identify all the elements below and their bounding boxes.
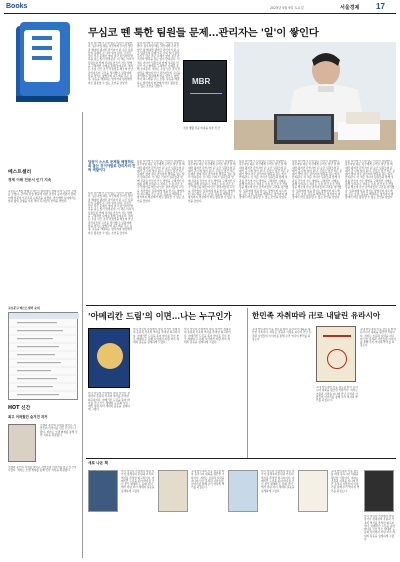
hot-body-2: 전쟁과 분단의 시대를 살아온 사람들의 이야기를 담은 신간이 나왔다. 저자는 오랜 취재를 통해 잊힌 기록을 되살렸다. [8,466,77,473]
books-logo [12,20,74,108]
new-book-cover-1 [88,470,118,512]
bestseller-body: 교보문고 5월 첫째 주 베스트셀러에서 경제 분야 도서가 강세를 보였다. 금리와 환율 변동에 대한 관심이 높아지면서 경제 이해 입문서가 꾸준히 순위권을 지켰다. 자기계발 분야에서는 일과 삶의 균형을 다룬 책이 독자들의 선택을 받았다. [8,190,77,203]
header-date: 2025년 5월 9일 토요일 [270,6,304,10]
page-number: 17 [376,2,385,11]
lead-caption: 직장 생활 성공 비결을 다룬 신간 [183,127,220,130]
lead-body-col3: 팀장 자리에 오르면 많은 이들이 당황한다. 실무자일 때는 자신에게 주어진 일만 잘 해내면 됐지만 관리자가 된 순간 팀원들의 문제가 곧 나의 일이 된다. 무심코 넘긴 작은 문제가 쌓여 결국 관리자의 발목을 잡는 일이 반복된다. 이 책은 리더가 팀원들과 함께 성과를 만들어 가는 방법을 구체적인 사례를 통해 보여준다. 저자는 수십 년간 조직 컨설팅을 해오며 만난 관리자들의 고민을 정리했다. 팀원에게 일을 맡기는 방법부터 피드백을 주는 요령, 갈등을 해결하는 방식까지 현장에서 바로 활용할 수 있는 조언을 담았다. [88,192,134,235]
lead-body-col7: 팀장 자리에 오르면 많은 이들이 당황한다. 실무자일 때는 자신에게 주어진 일만 잘 해내면 됐지만 관리자가 된 순간 팀원들의 문제가 곧 나의 일이 된다. 무심코 넘긴 작은 문제가 쌓여 결국 관리자의 발목을 잡는 일이 반복된다. 이 책은 리더가 팀원들과 함께 성과를 만들어 가는 방법을 구체적인 사례를 통해 보여준다. 저자는 수십 년간 조직 컨설팅을 해오며 만난 관리자들의 고민을 정리했다. 팀원에게 일을 맡기는 방법부터 피드백을 주는 요령, 갈등을 해결하는 방식까지 현장에서 바로 활용할 수 있는 조언을 담았다. [292,160,342,200]
new-book-text-4: 고대 한민족의 이동 경로를 따라 유라시아 대륙을 횡단한 기록이다. 저자는 초원과 사막을 지나며 만난 유적과 사람들의 이야기를 통해 우리 역사의 뿌리를 되짚는다. [331,470,360,493]
lead-book-cover [183,60,227,122]
mid-body-left-3: 미국 이민자 가정에서 자란 작가가 정체성의 혼란과 가족의 역사를 추적한 회고록이다. 아메리칸 드림을 좇아 바다를 건넌 부모 세대와 두 문화 사이에서 자란 자녀 세대의 갈등을 섬세하게 그렸다. [88,392,130,412]
hot-subtitle: 최고 어려웠던 숨겨진 과거 [8,415,48,419]
mid-body-left-2: 미국 이민자 가정에서 자란 작가가 정체성의 혼란과 가족의 역사를 추적한 회고록이다. 아메리칸 드림을 좇아 바다를 건넌 부모 세대와 두 문화 사이에서 자란 자녀 세대의 갈등을 섬세하게 그렸다. [184,328,231,345]
paper-name: 서울경제 [340,5,360,11]
bestseller-subtitle: 경제 이해 전문서 인기 지속 [8,178,52,182]
mid-body-left-1: 미국 이민자 가정에서 자란 작가가 정체성의 혼란과 가족의 역사를 추적한 회고록이다. 아메리칸 드림을 좇아 바다를 건넌 부모 세대와 두 문화 사이에서 자란 자녀 세대의 갈등을 섬세하게 그렸다. [133,328,180,345]
lead-headline: 무심코 뗀 툭한 팀원들 문제…관리자는 '일'이 쌓인다 [88,27,319,39]
new-book-cover-4 [298,470,328,512]
mid-body-right-1: 고대 한민족의 이동 경로를 따라 유라시아 대륙을 횡단한 기록이다. 저자는 초원과 사막을 지나며 만난 유적과 사람들의 이야기를 통해 우리 역사의 뿌리를 되짚는다. [252,328,312,341]
lead-body-col1: 팀장 자리에 오르면 많은 이들이 당황한다. 실무자일 때는 자신에게 주어진 일만 잘 해내면 됐지만 관리자가 된 순간 팀원들의 문제가 곧 나의 일이 된다. 무심코 넘긴 작은 문제가 쌓여 결국 관리자의 발목을 잡는 일이 반복된다. 이 책은 리더가 팀원들과 함께 성과를 만들어 가는 방법을 구체적인 사례를 통해 보여준다. 저자는 수십 년간 조직 컨설팅을 해오며 만난 관리자들의 고민을 정리했다. 팀원에게 일을 맡기는 방법부터 피드백을 주는 요령, 갈등을 해결하는 방식까지 현장에서 바로 활용할 수 있는 조언을 담았다. [88,42,134,85]
lead-body-col2: 팀장 자리에 오르면 많은 이들이 당황한다. 실무자일 때는 자신에게 주어진 일만 잘 해내면 됐지만 관리자가 된 순간 팀원들의 문제가 곧 나의 일이 된다. 무심코 넘긴 작은 문제가 쌓여 결국 관리자의 발목을 잡는 일이 반복된다. 이 책은 리더가 팀원들과 함께 성과를 만들어 가는 방법을 구체적인 사례를 통해 보여준다. 저자는 수십 년간 조직 컨설팅을 해오며 만난 관리자들의 고민을 정리했다. 팀원에게 일을 맡기는 방법부터 피드백을 주는 요령, 갈등을 해결하는 방식까지 현장에서 바로 활용할 수 있는 조언을 담았다. [137,42,181,88]
mid-body-right-2: 고대 한민족의 이동 경로를 따라 유라시아 대륙을 횡단한 기록이다. 저자는 초원과 사막을 지나며 만난 유적과 사람들의 이야기를 통해 우리 역사의 뿌리를 되짚는다. [360,328,396,348]
lead-body-col6: 팀장 자리에 오르면 많은 이들이 당황한다. 실무자일 때는 자신에게 주어진 일만 잘 해내면 됐지만 관리자가 된 순간 팀원들의 문제가 곧 나의 일이 된다. 무심코 넘긴 작은 문제가 쌓여 결국 관리자의 발목을 잡는 일이 반복된다. 이 책은 리더가 팀원들과 함께 성과를 만들어 가는 방법을 구체적인 사례를 통해 보여준다. 저자는 수십 년간 조직 컨설팅을 해오며 만난 관리자들의 고민을 정리했다. 팀원에게 일을 맡기는 방법부터 피드백을 주는 요령, 갈등을 해결하는 방식까지 현장에서 바로 활용할 수 있는 조언을 담았다. [239,160,289,200]
mid-headline-right: 한민족 자취따라 卍로 내달린 유라시아 [252,311,381,320]
new-books-label: 새로 나온 책 [88,461,108,465]
lead-body-col5: 팀장 자리에 오르면 많은 이들이 당황한다. 실무자일 때는 자신에게 주어진 일만 잘 해내면 됐지만 관리자가 된 순간 팀원들의 문제가 곧 나의 일이 된다. 무심코 넘긴 작은 문제가 쌓여 결국 관리자의 발목을 잡는 일이 반복된다. 이 책은 리더가 팀원들과 함께 성과를 만들어 가는 방법을 구체적인 사례를 통해 보여준다. 저자는 수십 년간 조직 컨설팅을 해오며 만난 관리자들의 고민을 정리했다. 팀원에게 일을 맡기는 방법부터 피드백을 주는 요령, 갈등을 해결하는 방식까지 현장에서 바로 활용할 수 있는 조언을 담았다. [188,160,236,203]
new-book-text-2: 고대 한민족의 이동 경로를 따라 유라시아 대륙을 횡단한 기록이다. 저자는 초원과 사막을 지나며 만난 유적과 사람들의 이야기를 통해 우리 역사의 뿌리를 되짚는다. [191,470,225,490]
lead-quote: 팀원이 스스로 문제를 해결하도록 돕는 것이야말로 관리자의 진짜 역할이다 [88,160,136,173]
lead-photo [234,42,396,150]
new-book-cover-2 [158,470,188,512]
hot-book-cover [8,424,36,462]
hot-label: HOT 신간 [8,406,31,411]
bestseller-chart [8,312,78,400]
header-rule [4,13,396,14]
bestseller-title: 베스트셀러 [8,170,32,175]
new-book-text-3: 미국 이민자 가정에서 자란 작가가 정체성의 혼란과 가족의 역사를 추적한 회고록이다. 아메리칸 드림을 좇아 바다를 건넌 부모 세대와 두 문화 사이에서 자란 자녀 세대의 갈등을 섬세하게 그렸다. [261,470,295,493]
hot-body: 전쟁과 분단의 시대를 살아온 사람들의 이야기를 담은 신간이 나왔다. 저자는 오랜 취재를 통해 잊힌 기록을 되살렸다. [40,424,78,437]
new-book-text-5: 미국 이민자 가정에서 자란 작가가 정체성의 혼란과 가족의 역사를 추적한 회고록이다. 아메리칸 드림을 좇아 바다를 건넌 부모 세대와 두 문화 사이에서 자란 자녀 세대의 갈등을 섬세하게 그렸다. [364,515,395,542]
lead-body-col8: 팀장 자리에 오르면 많은 이들이 당황한다. 실무자일 때는 자신에게 주어진 일만 잘 해내면 됐지만 관리자가 된 순간 팀원들의 문제가 곧 나의 일이 된다. 무심코 넘긴 작은 문제가 쌓여 결국 관리자의 발목을 잡는 일이 반복된다. 이 책은 리더가 팀원들과 함께 성과를 만들어 가는 방법을 구체적인 사례를 통해 보여준다. 저자는 수십 년간 조직 컨설팅을 해오며 만난 관리자들의 고민을 정리했다. 팀원에게 일을 맡기는 방법부터 피드백을 주는 요령, 갈등을 해결하는 방식까지 현장에서 바로 활용할 수 있는 조언을 담았다. [345,160,395,200]
mid-body-right-3: 고대 한민족의 이동 경로를 따라 유라시아 대륙을 횡단한 기록이다. 저자는 초원과 사막을 지나며 만난 유적과 사람들의 이야기를 통해 우리 역사의 뿌리를 되짚는다. [316,386,358,403]
section-label: Books [6,3,28,10]
lead-book-title: MBR [192,77,211,86]
new-book-text-1: 미국 이민자 가정에서 자란 작가가 정체성의 혼란과 가족의 역사를 추적한 회고록이다. 아메리칸 드림을 좇아 바다를 건넌 부모 세대와 두 문화 사이에서 자란 자녀 세대의 갈등을 섬세하게 그렸다. [121,470,155,493]
mid-book-cover-left [88,328,130,388]
mid-headline-left: '아메리칸 드림'의 이면…나는 누구인가 [88,311,232,321]
new-book-cover-5 [364,470,394,512]
new-book-cover-3 [228,470,258,512]
lead-body-col4: 팀장 자리에 오르면 많은 이들이 당황한다. 실무자일 때는 자신에게 주어진 일만 잘 해내면 됐지만 관리자가 된 순간 팀원들의 문제가 곧 나의 일이 된다. 무심코 넘긴 작은 문제가 쌓여 결국 관리자의 발목을 잡는 일이 반복된다. 이 책은 리더가 팀원들과 함께 성과를 만들어 가는 방법을 구체적인 사례를 통해 보여준다. 저자는 수십 년간 조직 컨설팅을 해오며 만난 관리자들의 고민을 정리했다. 팀원에게 일을 맡기는 방법부터 피드백을 주는 요령, 갈등을 해결하는 방식까지 현장에서 바로 활용할 수 있는 조언을 담았다. [137,160,185,203]
mid-book-cover-right [316,326,356,382]
bestseller-chart-label: 교보문고 베스트셀러 순위 [8,306,40,310]
